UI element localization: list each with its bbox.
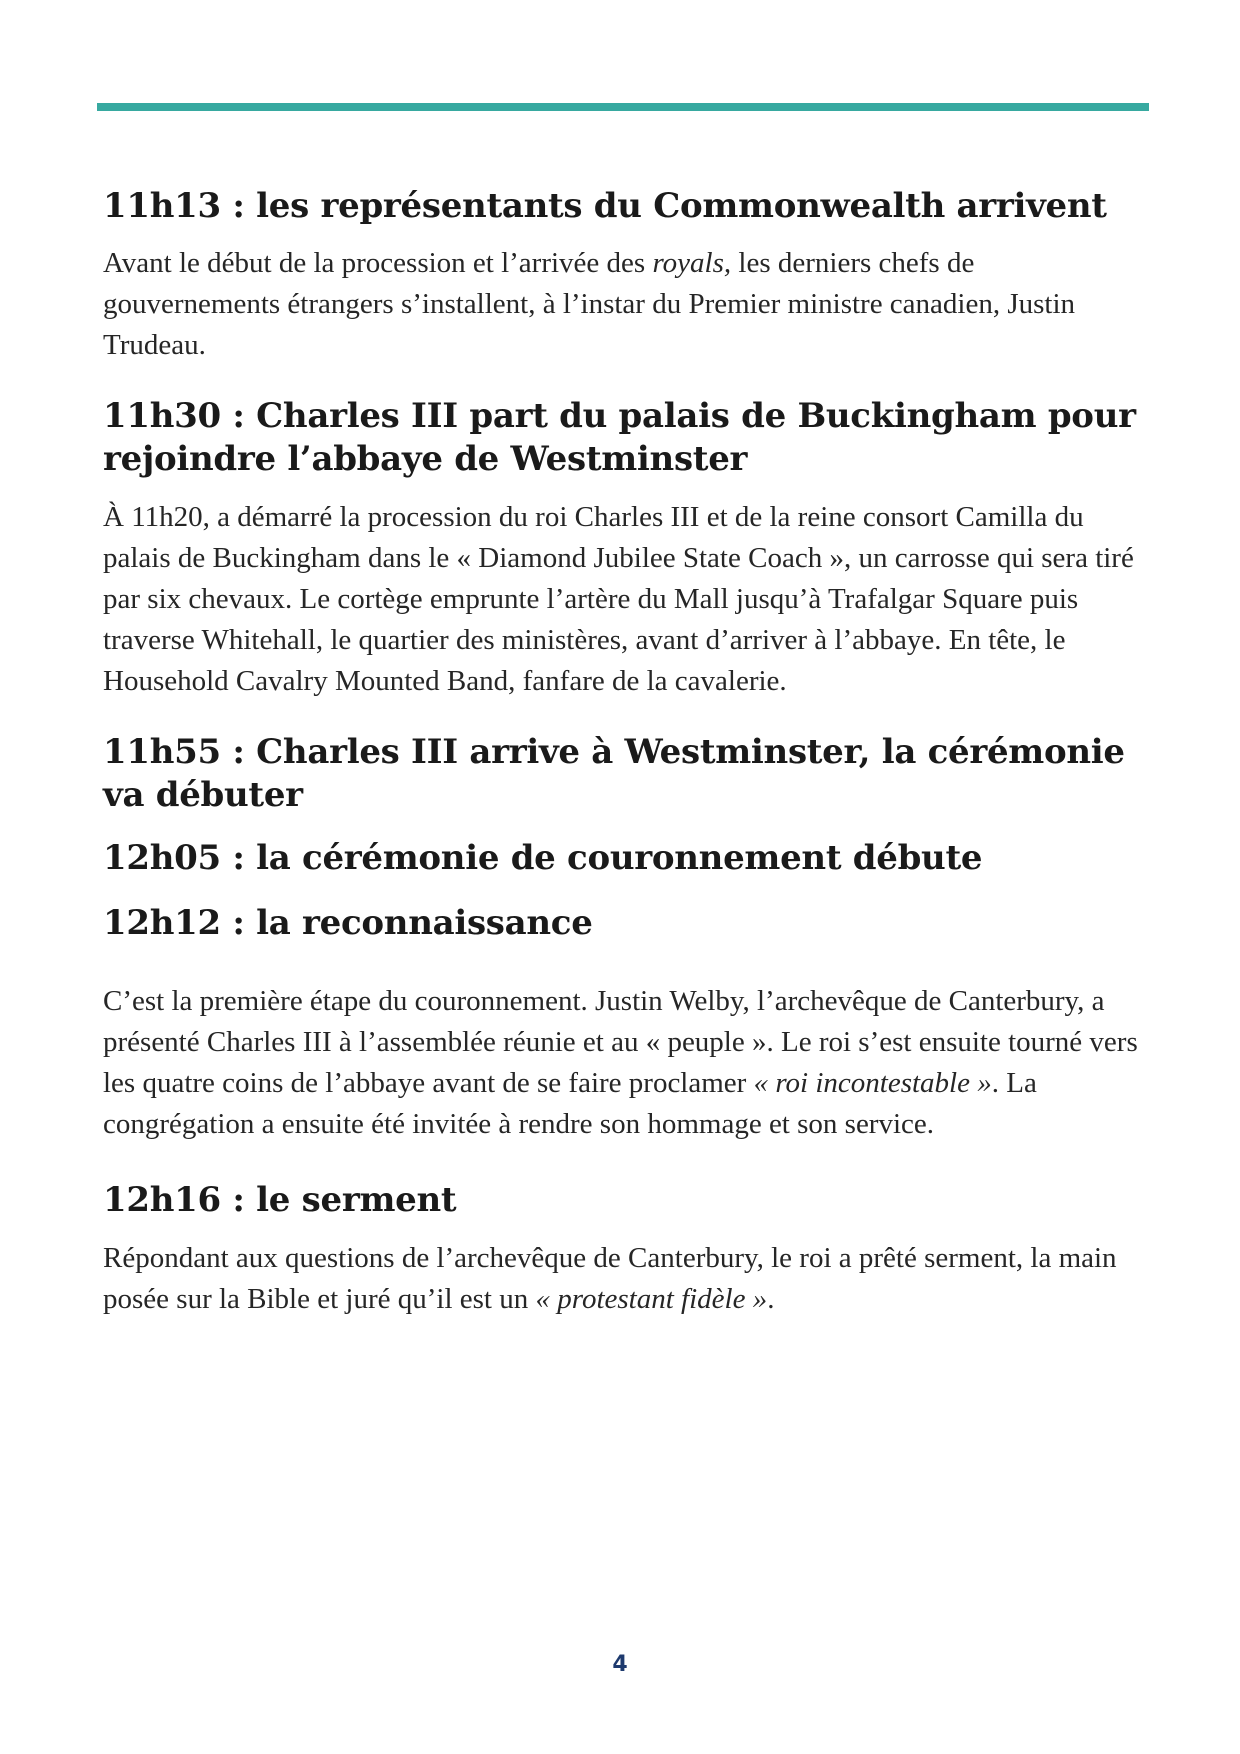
paragraph-text: . — [767, 1283, 775, 1315]
page-number: 4 — [612, 1652, 628, 1677]
section-paragraph-1216 — [103, 1238, 1148, 1320]
section-heading-1155: 11h55 : Charles III arrive à Westminster, la cérémonie va débuter — [103, 732, 1125, 815]
section-paragraph-1113 — [103, 243, 1148, 366]
paragraph-emphasis: « roi incontestable » — [753, 1067, 992, 1099]
section-heading-1130: 11h30 : Charles III part du palais de Buckingham pour rejoindre l’abbaye de Westminster — [103, 396, 1136, 479]
section-paragraph-1212 — [103, 981, 1148, 1145]
paragraph-emphasis: royals, — [652, 247, 732, 279]
section-paragraph-1130: À 11h20, a démarré la procession du roi Charles III et de la reine consort Camilla du palais de Buckingham dans le « Diamond Jubilee State Coach », un carrosse qui sera tiré par six chevaux. Le cortège emprunte l’artère du Mall jusqu’à Trafalgar Square puis traverse Whitehall, le quartier des ministères, avant d’arriver à l’abbaye. En tête, le Household Cavalry Mounted Band, fanfare de la cavalerie. — [103, 501, 1134, 697]
section-heading-1113: 11h13 : les représentants du Commonwealth arrivent — [103, 186, 1107, 226]
section-heading-1212: 12h12 : la reconnaissance — [103, 903, 593, 943]
paragraph-text: Avant le début de la procession et l’arrivée des — [103, 247, 653, 279]
article-body — [103, 185, 1148, 1320]
paragraph-emphasis: « protestant fidèle » — [535, 1283, 768, 1315]
top-accent-rule — [97, 103, 1149, 111]
section-heading-1205: 12h05 : la cérémonie de couronnement débute — [103, 838, 983, 878]
paragraph-text: Répondant aux questions de l’archevêque de Canterbury, le roi a prêté serment, la main posée sur la Bible et juré qu’il est un — [103, 1242, 1117, 1315]
section-heading-1216: 12h16 : le serment — [103, 1180, 457, 1220]
paragraph-text: les derniers chefs de gouvernements étrangers s’installent, à l’instar du Premier ministre canadien, Justin Trudeau. — [103, 247, 1076, 361]
paragraph-text: C’est la première étape du couronnement. Justin Welby, l’archevêque de Canterbury, a présenté Charles III à l’assemblée réunie et au « peuple ». Le roi s’est ensuite tourné vers les quatre coins de l’abbaye avant de se faire proclamer — [103, 985, 1138, 1099]
paragraph-text: . La congrégation a ensuite été invitée à rendre son hommage et son service. — [103, 1067, 1037, 1140]
